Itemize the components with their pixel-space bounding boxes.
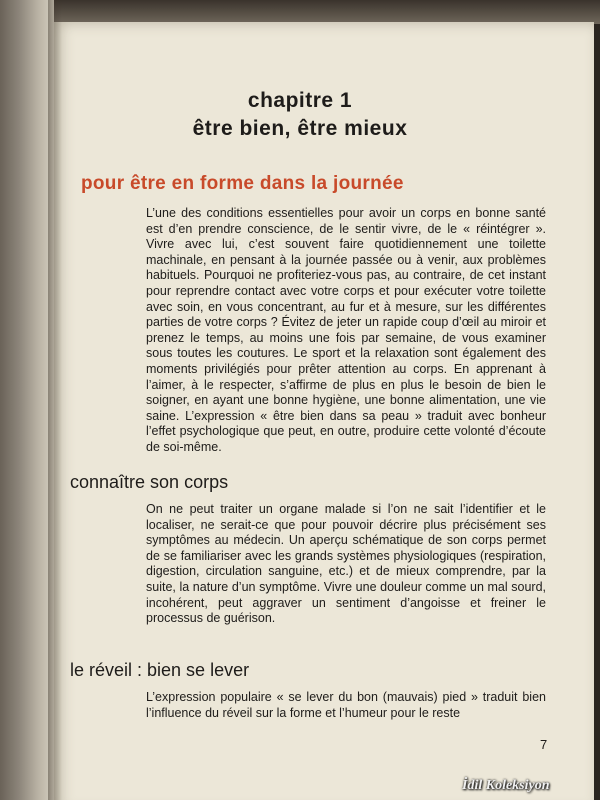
chapter-number: chapitre 1 bbox=[247, 89, 353, 112]
chapter-title: être bien, être mieux bbox=[192, 117, 408, 140]
page-top-edge bbox=[54, 0, 600, 24]
subsection-paragraph-body: On ne peut traiter un organe malade si l’on ne sait l’identifier et le localiser, ne serait-ce que pour pouvoir décrire plus précisément ses symptômes au médecin. Un aperçu schématique de son corps permet de se familiariser avec les grands systèmes physiologiques (respiration, digestion, circulation sanguine, etc.) et de mieux comprendre, par la suite, la nature d’un symptôme. Vivre une douleur comme un mal sourd, incohérent, peut aggraver un sentiment d’angoisse et freiner le processus de guérison. bbox=[146, 502, 546, 626]
watermark: İdil Koleksiyon bbox=[462, 778, 550, 793]
subsection-heading-reveil: le réveil : bien se lever bbox=[70, 660, 250, 680]
page-number: 7 bbox=[540, 737, 548, 752]
subsection-heading-body: connaître son corps bbox=[70, 472, 229, 492]
section-title: pour être en forme dans la journée bbox=[81, 173, 404, 194]
section-paragraph: L’une des conditions essentielles pour avoir un corps en bonne santé est d’en prendre conscience, de le sentir vivre, de le « réintégrer ». Vivre avec lui, c’est souvent faire quotidiennement une toilette machinale, en pensant à la journée passée ou à venir, aux problèmes habituels. Pourquoi ne profiteriez-vous pas, au contraire, de cet instant pour reprendre contact avec votre corps et pour exécuter votre toilette avec soin, en vous concentrant, au fur et à mesure, sur les différentes parties de votre corps ? Évitez de jeter un rapide coup d’œil au miroir et prenez le temps, au moins une fois par semaine, de vous examiner sous toutes les coutures. Le sport et la relaxation sont également des moments privilégiés pour prêter attention au corps. En apprenant à l’aimer, à le respecter, s’affirme de plus en plus le besoin de bien le soigner, en ayant une bonne hygiène, une bonne alimentation, une vie saine. L’expression « être bien dans sa peau » traduit avec bonheur l’effet psychologique que peut, en outre, produire cette volonté d’écoute de soi-même. bbox=[146, 206, 546, 454]
subsection-paragraph-reveil: L’expression populaire « se lever du bon (mauvais) pied » traduit bien l’influence du réveil sur la forme et l’humeur pour le reste bbox=[146, 690, 546, 720]
